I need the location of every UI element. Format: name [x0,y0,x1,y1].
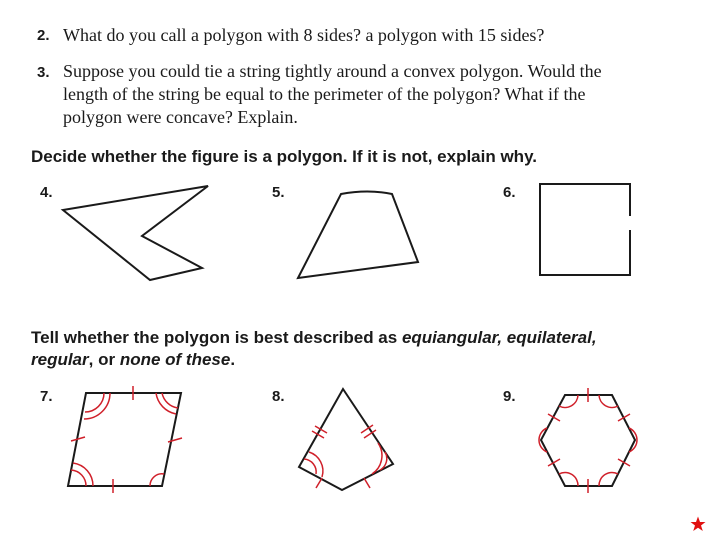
figure-9-label: 9. [503,388,516,405]
term-regular: regular [31,350,89,369]
figure-7-label: 7. [40,388,53,405]
question-2-text: What do you call a polygon with 8 sides? a polygon with 15 sides? [63,25,545,45]
figure-5-label: 5. [272,184,285,201]
question-3-number: 3. [37,64,50,81]
star-icon [690,516,706,532]
question-3-line-2: length of the string be equal to the perimeter of the polygon? What if the [63,84,586,104]
section-1-heading: Decide whether the figure is a polygon. If it is not, explain why. [31,147,537,166]
term-none-of-these: none of these [119,350,231,369]
heading-text: Tell whether the polygon is best described as [31,328,402,347]
heading-connector: , or [88,350,120,369]
figure-8-label: 8. [272,388,285,405]
term-equiangular-equilateral: equiangular, equilateral, [401,328,597,347]
question-3-line-3: polygon were concave? Explain. [63,107,298,127]
heading-period: . [230,350,236,369]
figure-6-label: 6. [503,184,516,201]
figure-4-label: 4. [40,184,53,201]
question-3-line-1: Suppose you could tie a string tightly around a convex polygon. Would the [63,61,602,81]
question-2-number: 2. [37,27,50,44]
